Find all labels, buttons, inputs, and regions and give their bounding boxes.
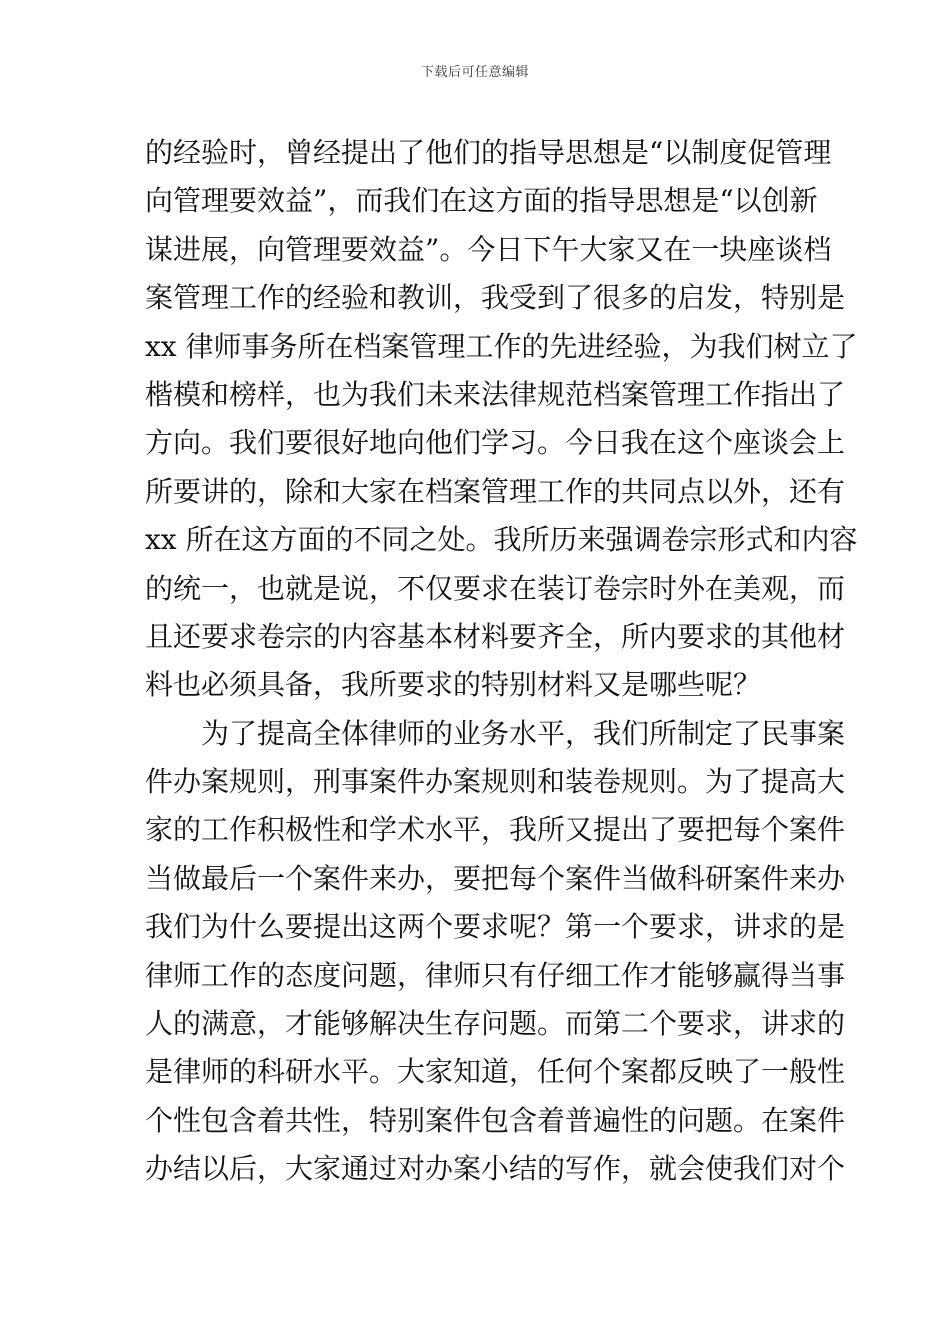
text-line: 律师工作的态度问题，律师只有仔细工作才能够赢得当事: [145, 958, 846, 992]
paragraph-first-line: 为了提高全体律师的业务水平，我们所制定了民事案: [201, 716, 846, 750]
text-line: 方向。我们要很好地向他们学习。今日我在这个座谈会上: [145, 426, 846, 460]
page-header: 下载后可任意编辑: [420, 65, 529, 80]
text-line: 是律师的科研水平。大家知道，任何个案都反映了一般性: [145, 1055, 846, 1089]
text-line: 的统一，也就是说，不仅要求在装订卷宗时外在美观，而: [145, 571, 846, 605]
text-line: 人的满意，才能够解决生存问题。而第二个要求，讲求的: [145, 1007, 846, 1041]
text-line: 向管理要效益”，而我们在这方面的指导思想是“以创新: [145, 184, 818, 218]
text-line: 料也必须具备，我所要求的特别材料又是哪些呢？: [145, 668, 762, 702]
text-line: 家的工作积极性和学术水平，我所又提出了要把每个案件: [145, 813, 846, 847]
text-line: xx 所在这方面的不同之处。我所历来强调卷宗形式和内容: [145, 523, 858, 557]
text-line: 的经验时，曾经提出了他们的指导思想是“以制度促管理: [145, 136, 832, 169]
text-line: 个性包含着共性，特别案件包含着普遍性的问题。在案件: [145, 1103, 846, 1137]
text-line: 谋进展，向管理要效益”。今日下午大家又在一块座谈档: [145, 232, 832, 266]
text-line: 且还要求卷宗的内容基本材料要齐全，所内要求的其他材: [145, 619, 846, 653]
text-line: 办结以后，大家通过对办案小结的写作，就会使我们对个: [145, 1152, 846, 1186]
text-line: 当做最后一个案件来办，要把每个案件当做科研案件来办: [145, 861, 846, 895]
document-body: [145, 129, 858, 1194]
text-line: 楷模和榜样，也为我们未来法律规范档案管理工作指出了: [145, 377, 846, 411]
text-line: 我们为什么要提出这两个要求呢？第一个要求，讲求的是: [145, 910, 846, 944]
text-line: 案管理工作的经验和教训，我受到了很多的启发，特别是: [145, 281, 846, 315]
text-line: 件办案规则，刑事案件办案规则和装卷规则。为了提高大: [145, 765, 846, 799]
text-line: xx 律师事务所在档案管理工作的先进经验，为我们树立了: [145, 329, 858, 363]
text-line: 所要讲的，除和大家在档案管理工作的共同点以外，还有: [145, 474, 846, 508]
